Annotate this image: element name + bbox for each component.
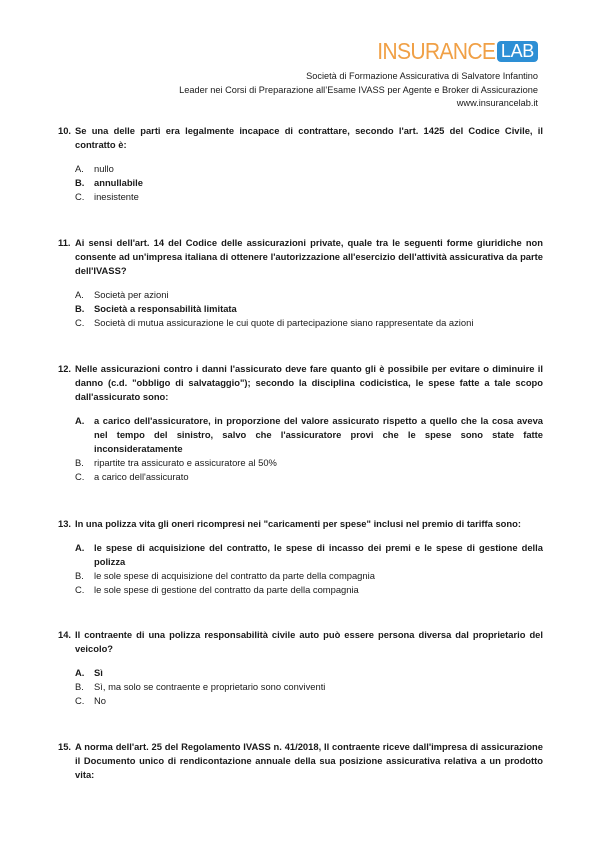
option-c — [75, 583, 543, 597]
option-letter: C. — [75, 191, 85, 202]
option-text: a carico dell'assicuratore, in proporzione del valore assicurato rispetto a quello che la cosa aveva nel tempo del sinistro, salvo che l'assicuratore provi che le spese sono state fatte inconsideratamente — [94, 415, 543, 454]
answer-options — [58, 162, 543, 204]
option-b — [75, 456, 543, 470]
option-letter: A. — [75, 542, 85, 553]
logo-text-insurance: INSURANCE — [376, 38, 495, 64]
option-text: le sole spese di gestione del contratto da parte della compagnia — [94, 584, 359, 595]
option-c — [75, 694, 543, 708]
option-letter: B. — [75, 681, 84, 692]
question-number: 11. — [58, 237, 71, 248]
option-a-correct — [75, 541, 543, 569]
option-a-correct — [75, 666, 543, 680]
option-letter: C. — [75, 695, 85, 706]
option-c — [75, 190, 543, 204]
option-letter: A. — [75, 667, 85, 678]
option-b — [75, 680, 543, 694]
option-text: annullabile — [94, 177, 143, 188]
option-text: le sole spese di acquisizione del contratto da parte della compagnia — [94, 570, 375, 581]
answer-options — [58, 666, 543, 708]
question-text: In una polizza vita gli oneri ricompresi nei "caricamenti per spese" inclusi nel premio di tariffa sono: — [75, 518, 521, 529]
option-letter: B. — [75, 177, 85, 188]
question-12 — [58, 362, 543, 484]
question-15 — [58, 740, 543, 782]
question-text: Se una delle parti era legalmente incapace di contrattare, secondo l'art. 1425 del Codice Civile, il contratto è: — [75, 125, 543, 150]
option-letter: C. — [75, 584, 85, 595]
insurancelab-logo — [138, 38, 538, 64]
question-text: Ai sensi dell'art. 14 del Codice delle assicurazioni private, quale tra le seguenti forme giuridiche non consente ad un'impresa italiana di ottenere l'autorizzazione all'esercizio dell'attività assicurativa da parte dell'IVASS? — [75, 237, 543, 276]
option-text: nullo — [94, 163, 114, 174]
answer-options — [58, 414, 543, 484]
answer-options — [58, 541, 543, 597]
question-text: A norma dell'art. 25 del Regolamento IVASS n. 41/2018, Il contraente riceve dall'impresa di assicurazione il Documento unico di rendicontazione annuale della sua posizione assicurativa relativa a un prodotto vita: — [75, 741, 543, 780]
question-text: Il contraente di una polizza responsabilità civile auto può essere persona diversa dal proprietario del veicolo? — [75, 629, 543, 654]
logo-text-lab: LAB — [497, 41, 538, 62]
question-number: 14. — [58, 629, 72, 640]
option-text: Società a responsabilità limitata — [94, 303, 237, 314]
option-a — [75, 288, 543, 302]
option-text: Società per azioni — [94, 289, 169, 300]
header-tagline: Leader nei Corsi di Preparazione all’Esame IVASS per Agente e Broker di Assicurazione — [179, 84, 538, 95]
option-text: Sì, ma solo se contraente e proprietario sono conviventi — [94, 681, 326, 692]
option-letter: B. — [75, 457, 84, 468]
option-letter: B. — [75, 570, 84, 581]
question-number: 13. — [58, 518, 72, 529]
option-text: inesistente — [94, 191, 139, 202]
question-10 — [58, 124, 543, 204]
option-b — [75, 569, 543, 583]
option-letter: C. — [75, 317, 85, 328]
question-number: 10. — [58, 125, 72, 136]
option-text: Società di mutua assicurazione le cui quote di partecipazione siano rappresentate da azioni — [94, 317, 474, 328]
option-text: No — [94, 695, 106, 706]
option-letter: A. — [75, 289, 84, 300]
option-letter: B. — [75, 303, 85, 314]
option-text: a carico dell'assicurato — [94, 471, 189, 482]
option-letter: C. — [75, 471, 85, 482]
option-letter: A. — [75, 415, 85, 426]
option-c — [75, 470, 543, 484]
option-text: Sì — [94, 667, 103, 678]
question-text: Nelle assicurazioni contro i danni l'assicurato deve fare quanto gli è possibile per evitare o diminuire il danno (c.d. "obbligo di salvataggio"); secondo la disciplina codicistica, le spese fatte a tale scopo dall'assicurato sono: — [75, 363, 543, 402]
option-text: ripartite tra assicurato e assicuratore al 50% — [94, 457, 277, 468]
question-number: 12. — [58, 363, 72, 374]
option-b-correct — [75, 176, 543, 190]
page-header — [138, 38, 538, 111]
option-b-correct — [75, 302, 543, 316]
answer-options — [58, 288, 543, 330]
option-a-correct — [75, 414, 543, 456]
question-13 — [58, 517, 543, 597]
header-company-line: Società di Formazione Assicurativa di Salvatore Infantino — [306, 71, 538, 81]
question-11 — [58, 236, 543, 330]
question-number: 15. — [58, 741, 72, 752]
option-letter: A. — [75, 163, 84, 174]
option-text: le spese di acquisizione del contratto, le spese di incasso dei premi e le spese di gestione della polizza — [94, 542, 543, 567]
header-website: www.insurancelab.it — [456, 98, 538, 109]
question-14 — [58, 628, 543, 708]
option-c — [75, 316, 543, 330]
option-a — [75, 162, 543, 176]
